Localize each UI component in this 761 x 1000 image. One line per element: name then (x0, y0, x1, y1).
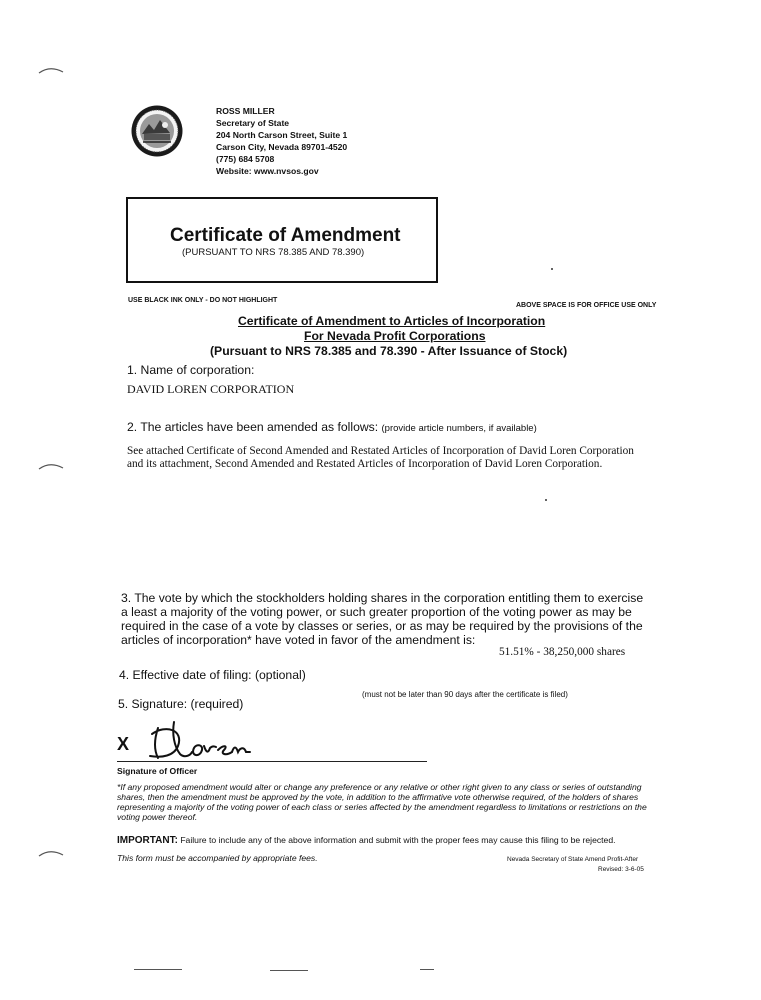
amendment-value: See attached Certificate of Second Amended and Restated Articles of Incorporation of David Loren Corporation and its attachment, Second Amended and Restated Articles of Incorporation of David Loren Corporation. (127, 445, 634, 470)
form-heading-line-2: For Nevada Profit Corporations (304, 329, 486, 343)
scan-artifact (420, 969, 434, 970)
phone-number: (775) 684 5708 (216, 154, 275, 164)
vote-line-2: a least a majority of the voting power, or such greater proportion of the voting power as may be (121, 605, 632, 619)
footnote: *If any proposed amendment would alter or change any preference or any relative or other right given to any class or series of outstanding shares, then the amendment must be approved by the vote, in addition to the affirmative vote otherwise required, of the holders of shares representing a majority of the voting power of each class or series affected by the amendment regardless to limitations or restrictions on the voting power thereof. (117, 782, 647, 822)
fee-note: This form must be accompanied by appropriate fees. (117, 853, 318, 863)
punch-mark (38, 849, 64, 857)
signature-caption: Signature of Officer (117, 766, 198, 776)
certificate-title: Certificate of Amendment (170, 225, 401, 246)
punch-mark (38, 462, 64, 470)
important-label: IMPORTANT: (117, 835, 178, 846)
important-notice (117, 835, 662, 846)
scan-speck (551, 268, 553, 270)
website: Website: www.nvsos.gov (216, 166, 319, 176)
scan-artifact (134, 969, 182, 970)
scan-artifact (270, 970, 308, 971)
certificate-subtitle: (PURSUANT TO NRS 78.385 AND 78.390) (182, 247, 365, 258)
officer-signature (140, 716, 260, 764)
effective-date-label: 4. Effective date of filing: (optional) (119, 668, 306, 682)
signature-label: 5. Signature: (required) (118, 697, 244, 711)
address-line-1: 204 North Carson Street, Suite 1 (216, 130, 348, 140)
signature-x-mark: X (117, 734, 130, 754)
important-text: Failure to include any of the above information and submit with the proper fees may cause this filing to be rejected. (180, 835, 616, 845)
vote-line-4: articles of incorporation* have voted in favor of the amendment is: (121, 633, 476, 647)
corporation-name-label: 1. Name of corporation: (127, 363, 255, 377)
amendment-hint: (provide article numbers, if available) (381, 423, 537, 434)
vote-line-1: 3. The vote by which the stockholders holding shares in the corporation entitling them to exercise (121, 591, 644, 605)
scan-speck (545, 499, 547, 501)
secretary-title: Secretary of State (216, 118, 290, 128)
form-heading-line-1: Certificate of Amendment to Articles of Incorporation (238, 314, 546, 328)
signature-line (117, 761, 427, 762)
amendment-label-text: 2. The articles have been amended as follows: (127, 420, 379, 434)
form-heading-line-3: (Pursuant to NRS 78.385 and 78.390 - After Issuance of Stock) (210, 344, 568, 358)
punch-mark (38, 66, 64, 74)
office-use-notice: ABOVE SPACE IS FOR OFFICE USE ONLY (516, 302, 657, 309)
address-line-2: Carson City, Nevada 89701-4520 (216, 142, 348, 152)
amendment-label (127, 420, 537, 434)
vote-result-value: 51.51% - 38,250,000 shares (499, 646, 626, 658)
nevada-seal-icon (130, 104, 184, 158)
form-id-line-2: Revised: 3-6-05 (598, 866, 644, 873)
ink-notice: USE BLACK INK ONLY - DO NOT HIGHLIGHT (128, 297, 278, 304)
form-id-line-1: Nevada Secretary of State Amend Profit-After (507, 856, 639, 863)
vote-line-3: required in the case of a vote by classes or series, or as may be required by the provisions of the (121, 619, 643, 633)
corporation-name-value: DAVID LOREN CORPORATION (127, 382, 295, 396)
letterhead (216, 105, 347, 177)
effective-date-note: (must not be later than 90 days after the certificate is filed) (362, 690, 568, 699)
secretary-name: ROSS MILLER (216, 106, 275, 116)
